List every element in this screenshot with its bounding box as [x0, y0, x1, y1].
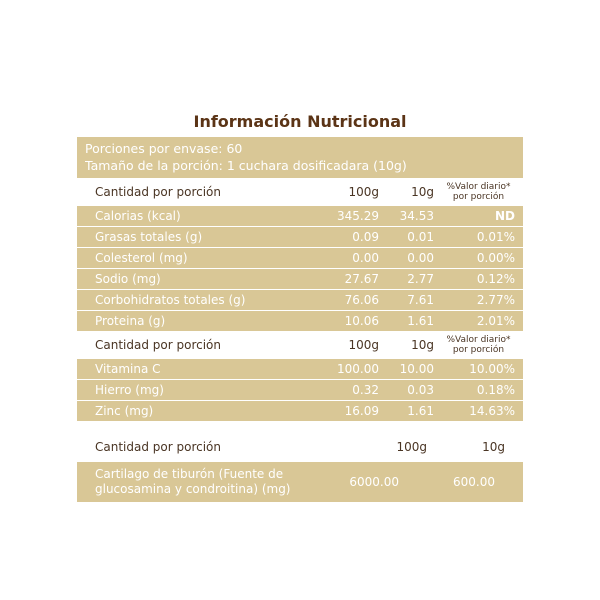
row-value-10g: 1.61 — [407, 404, 434, 418]
row-label: Colesterol (mg) — [95, 251, 188, 265]
row-daily-value: ND — [494, 209, 515, 223]
row-daily-value: 2.01% — [476, 314, 515, 328]
row-value-100g: 6000.00 — [349, 475, 399, 489]
row-label: Zinc (mg) — [95, 404, 154, 418]
table-row — [77, 359, 523, 379]
header-100g: 100g — [348, 185, 379, 199]
row-daily-value: 10.00% — [469, 362, 515, 376]
row-label: Vitamina C — [95, 362, 161, 376]
row-daily-value: 0.12% — [476, 272, 515, 286]
row-value-100g: 345.29 — [337, 209, 379, 223]
table-row — [77, 380, 523, 400]
row-label: Proteina (g) — [95, 314, 166, 328]
table-row — [77, 206, 523, 226]
table-row — [77, 311, 523, 331]
header-daily-value — [434, 182, 523, 202]
header-100g: 100g — [348, 338, 379, 352]
row-value-10g: 2.77 — [407, 272, 434, 286]
row-label-line1: Cartilago de tiburón (Fuente de — [95, 467, 284, 481]
row-value-100g: 0.00 — [352, 251, 379, 265]
table-row — [77, 227, 523, 247]
header-daily-value-line1: %Valor diario* — [446, 335, 511, 345]
row-value-100g: 10.06 — [344, 314, 379, 328]
page-title: Información Nutricional — [193, 112, 407, 131]
row-daily-value: 0.01% — [476, 230, 515, 244]
row-label: Hierro (mg) — [95, 383, 164, 397]
header-daily-value — [434, 335, 523, 355]
row-label-line2: glucosamina y condroitina) (mg) — [95, 482, 291, 496]
servings-per-container: Porciones por envase: 60 — [85, 141, 243, 156]
row-value-100g: 0.32 — [352, 383, 379, 397]
table-row — [77, 248, 523, 268]
table-row — [77, 462, 523, 502]
row-value-10g: 0.03 — [407, 383, 434, 397]
row-value-10g: 1.61 — [407, 314, 434, 328]
section-spacer — [77, 421, 523, 433]
table-header — [77, 332, 523, 358]
row-label: Calorias (kcal) — [95, 209, 181, 223]
serving-info — [77, 137, 523, 178]
table-row — [77, 269, 523, 289]
header-10g: 10g — [411, 338, 434, 352]
row-value-10g: 34.53 — [399, 209, 434, 223]
header-amount-label: Cantidad por porción — [95, 440, 221, 454]
header-daily-value-line1: %Valor diario* — [446, 182, 511, 192]
header-amount-label: Cantidad por porción — [95, 338, 221, 352]
header-daily-value-line2: por porción — [452, 192, 505, 202]
header-10g: 10g — [411, 185, 434, 199]
row-label: Corbohidratos totales (g) — [95, 293, 246, 307]
row-value-100g: 0.09 — [352, 230, 379, 244]
row-label: Grasas totales (g) — [95, 230, 203, 244]
table-row — [77, 401, 523, 421]
row-daily-value: 0.18% — [476, 383, 515, 397]
row-daily-value: 0.00% — [476, 251, 515, 265]
row-daily-value: 2.77% — [476, 293, 515, 307]
row-daily-value: 14.63% — [469, 404, 515, 418]
row-value-100g: 27.67 — [344, 272, 379, 286]
row-value-10g: 0.01 — [407, 230, 434, 244]
row-value-100g: 76.06 — [344, 293, 379, 307]
header-10g: 10g — [482, 440, 505, 454]
header-amount-label: Cantidad por porción — [95, 185, 221, 199]
serving-size: Tamaño de la porción: 1 cuchara dosificadara (10g) — [85, 158, 407, 173]
row-value-10g: 0.00 — [407, 251, 434, 265]
table-header — [77, 179, 523, 205]
row-value-10g: 600.00 — [453, 475, 495, 489]
table-row — [77, 290, 523, 310]
row-value-100g: 16.09 — [344, 404, 379, 418]
nutrition-panel — [77, 107, 523, 502]
row-value-100g: 100.00 — [337, 362, 379, 376]
row-label: Sodio (mg) — [95, 272, 161, 286]
row-value-10g: 7.61 — [407, 293, 434, 307]
table-header — [77, 433, 523, 461]
row-label — [77, 467, 309, 497]
header-100g: 100g — [396, 440, 427, 454]
header-daily-value-line2: por porción — [452, 345, 505, 355]
row-value-10g: 10.00 — [399, 362, 434, 376]
